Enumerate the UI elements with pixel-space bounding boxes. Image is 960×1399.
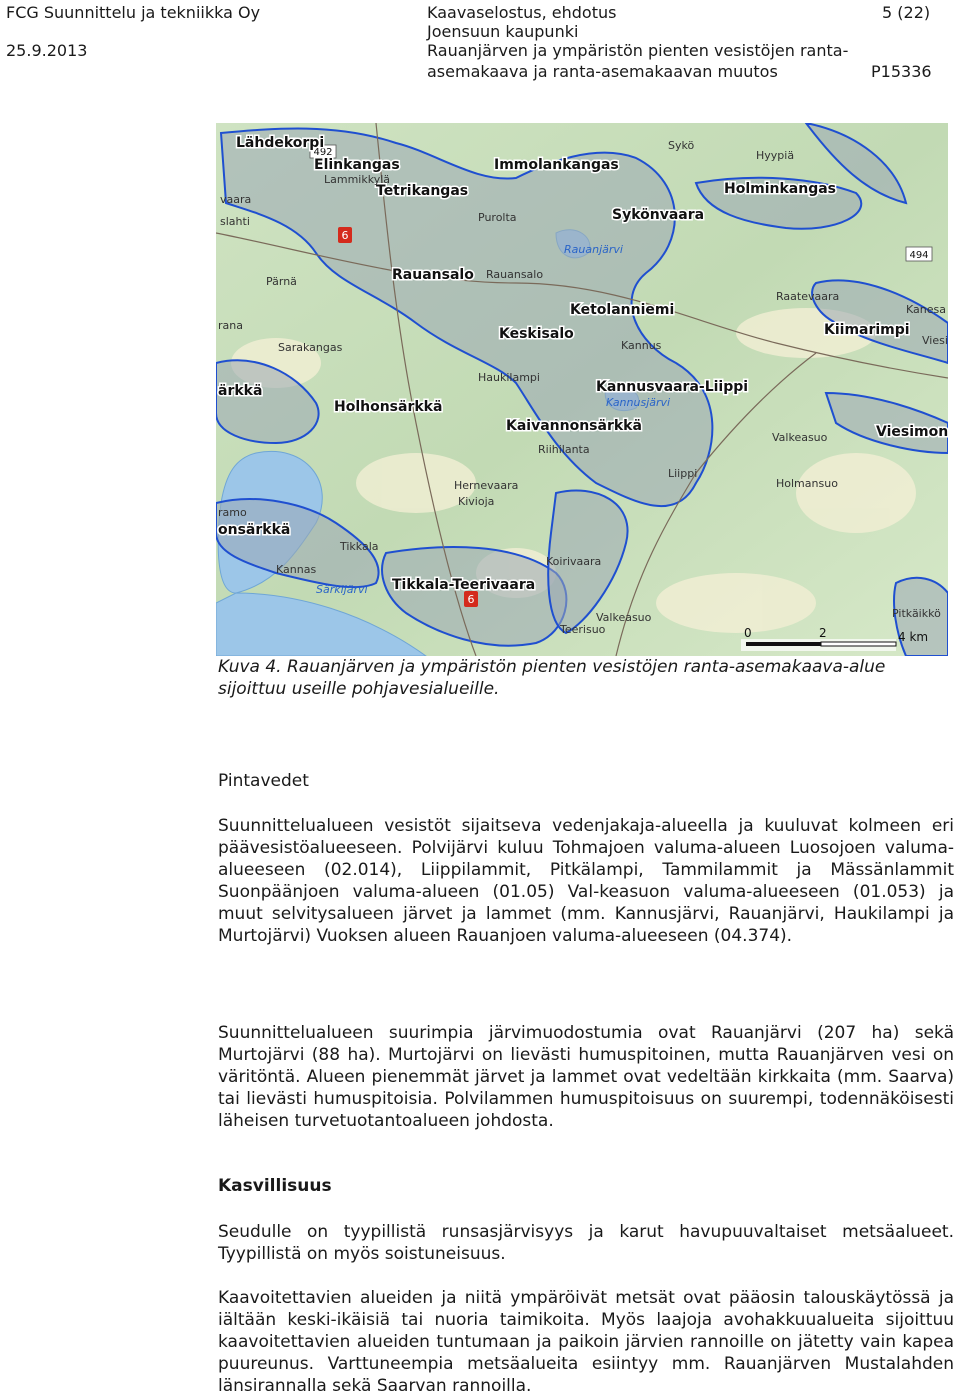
header-doc-type: Kaavaselostus, ehdotus <box>427 3 617 22</box>
figure-caption: Kuva 4. Rauanjärven ja ympäristön pienten vesistöjen ranta-asemakaava-alue sijoittuu useille pohjavesialueille. <box>218 657 886 699</box>
section-heading-kasvillisuus: Kasvillisuus <box>218 1176 332 1196</box>
map-label: Ketolanniemi <box>570 302 675 318</box>
paragraph-pintavedet-1: Suunnittelualueen vesistöt sijaitseva vedenjakaja-alueella ja kuuluvat kolmeen eri päävesistöalueeseen. Polvijärvi kuluu Tohmajoen valuma-alueen Luosojoen valuma-alueeseen (02.014), Liippilammit, Pitkälampi, Tammilammit ja Mässänlammit Suonpäänjoen valuma-alueen (01.05) Val-keasuon valuma-alueeseen (01.053) ja muut selvitysalueen järvet ja lammet (mm. Kannusjärvi, Rauanjärvi, Haukilampi ja Murtojärvi) Vuoksen alueen Rauanjoen valuma-alueeseen (04.374). <box>218 816 954 946</box>
svg-text:494: 494 <box>909 250 929 261</box>
map-label: Viesimon <box>876 424 948 440</box>
svg-text:Liippi: Liippi <box>668 467 698 480</box>
svg-text:0: 0 <box>744 626 752 640</box>
svg-text:Kivioja: Kivioja <box>458 495 495 508</box>
svg-text:Teerisuo: Teerisuo <box>560 623 606 636</box>
svg-text:Holmansuo: Holmansuo <box>776 477 838 490</box>
svg-text:Rauanjärvi: Rauanjärvi <box>564 243 623 256</box>
header-page-number: 5 (22) <box>882 3 931 22</box>
svg-text:Pitkäikkö: Pitkäikkö <box>892 607 941 620</box>
svg-text:Haukilampi: Haukilampi <box>478 371 540 384</box>
svg-text:Lammikkylä: Lammikkylä <box>324 173 391 186</box>
svg-text:Kannusjärvi: Kannusjärvi <box>606 396 671 409</box>
header-company: FCG Suunnittelu ja tekniikka Oy <box>6 3 261 22</box>
map-label: Holhonsärkkä <box>334 399 443 415</box>
svg-text:slahti: slahti <box>220 215 250 228</box>
map-label: ärkkä <box>218 383 263 399</box>
paragraph-pintavedet-2: Suunnittelualueen suurimpia järvimuodostumia ovat Rauanjärvi (207 ha) sekä Murtojärvi (88 ha). Murtojärvi on lievästi humuspitoinen, mutta Rauanjärven vesi on väritöntä. Alueen pienemmät järvet ja lammet ovat vedeltään kirkkaita (mm. Saarva) tai lievästi humuspitoisia. Polvilammen humuspitoisuus on suurempi, todennäköisesti läheisen turvetuotantoalueen johdosta. <box>218 1023 954 1131</box>
map-label: Immolankangas <box>494 157 619 173</box>
svg-text:Hernevaara: Hernevaara <box>454 479 519 492</box>
svg-text:Valkeasuo: Valkeasuo <box>596 611 652 624</box>
svg-text:Kanesa: Kanesa <box>906 303 946 316</box>
header-project-line2: asemakaava ja ranta-asemakaavan muutos <box>427 62 778 81</box>
header-client: Joensuun kaupunki <box>427 22 579 41</box>
map-label: Kannusvaara-Liippi <box>596 379 749 395</box>
map-label: Elinkangas <box>314 157 400 173</box>
map-label: onsärkkä <box>218 522 291 538</box>
map-label: Sykönvaara <box>612 207 705 223</box>
svg-text:Kannas: Kannas <box>276 563 317 576</box>
svg-text:Purolta: Purolta <box>478 211 517 224</box>
svg-text:Kannus: Kannus <box>621 339 662 352</box>
map-label: Keskisalo <box>499 326 574 342</box>
svg-text:Rauansalo: Rauansalo <box>486 268 544 281</box>
svg-text:Sarakangas: Sarakangas <box>278 341 343 354</box>
svg-text:ramo: ramo <box>218 506 247 519</box>
map-label: Kiimarimpi <box>824 322 910 338</box>
paragraph-kasvillisuus-2: Kaavoitettavien alueiden ja niitä ympäröivät metsät ovat pääosin talouskäytössä ja iältään keski-ikäisiä tai nuoria taimikoita. Myös laajoja avohakkuualueita sijoittuu kaavoitettavien alueiden tuntumaan ja paikoin järvien rannoille on jätetty vain kapea puureunus. Varttuneempia metsäalueita esiintyy mm. Rauanjärven Mustalahden länsirannalla sekä Saarvan rannoilla. <box>218 1288 954 1396</box>
map-label: Kaivannonsärkkä <box>506 418 642 434</box>
svg-text:rana: rana <box>218 319 243 332</box>
svg-text:2: 2 <box>819 626 827 640</box>
svg-text:Sykö: Sykö <box>668 139 695 152</box>
header-project-line1: Rauanjärven ja ympäristön pienten vesistöjen ranta- <box>427 41 849 60</box>
svg-text:4 km: 4 km <box>898 630 929 644</box>
svg-text:Viesi: Viesi <box>922 334 948 347</box>
svg-text:Raatevaara: Raatevaara <box>776 290 840 303</box>
svg-text:6: 6 <box>341 229 349 242</box>
header-project-code: P15336 <box>871 62 932 81</box>
paragraph-kasvillisuus-1: Seudulle on tyypillistä runsasjärvisyys ja karut havupuuvaltaiset metsäalueet. Tyypillistä on myös soistuneisuus. <box>218 1222 954 1264</box>
svg-text:Hyypiä: Hyypiä <box>756 149 795 162</box>
section-heading-pintavedet: Pintavedet <box>218 771 309 791</box>
map-label: Holminkangas <box>724 181 837 197</box>
map-label: Tetrikangas <box>376 183 469 199</box>
svg-text:vaara: vaara <box>220 193 252 206</box>
svg-text:Riihilanta: Riihilanta <box>538 443 590 456</box>
map-label: Rauansalo <box>392 267 474 283</box>
map-label: Lähdekorpi <box>236 135 325 151</box>
svg-text:Särkijärvi: Särkijärvi <box>316 583 368 596</box>
svg-text:Valkeasuo: Valkeasuo <box>772 431 828 444</box>
svg-text:Tikkala: Tikkala <box>340 540 379 553</box>
svg-text:492: 492 <box>313 147 333 158</box>
svg-text:6: 6 <box>467 593 475 606</box>
svg-text:Pärnä: Pärnä <box>266 275 297 288</box>
map-label: Tikkala-Teerivaara <box>392 577 536 593</box>
header-date: 25.9.2013 <box>6 41 88 60</box>
groundwater-area-map <box>216 123 948 656</box>
svg-text:Koirivaara: Koirivaara <box>546 555 602 568</box>
